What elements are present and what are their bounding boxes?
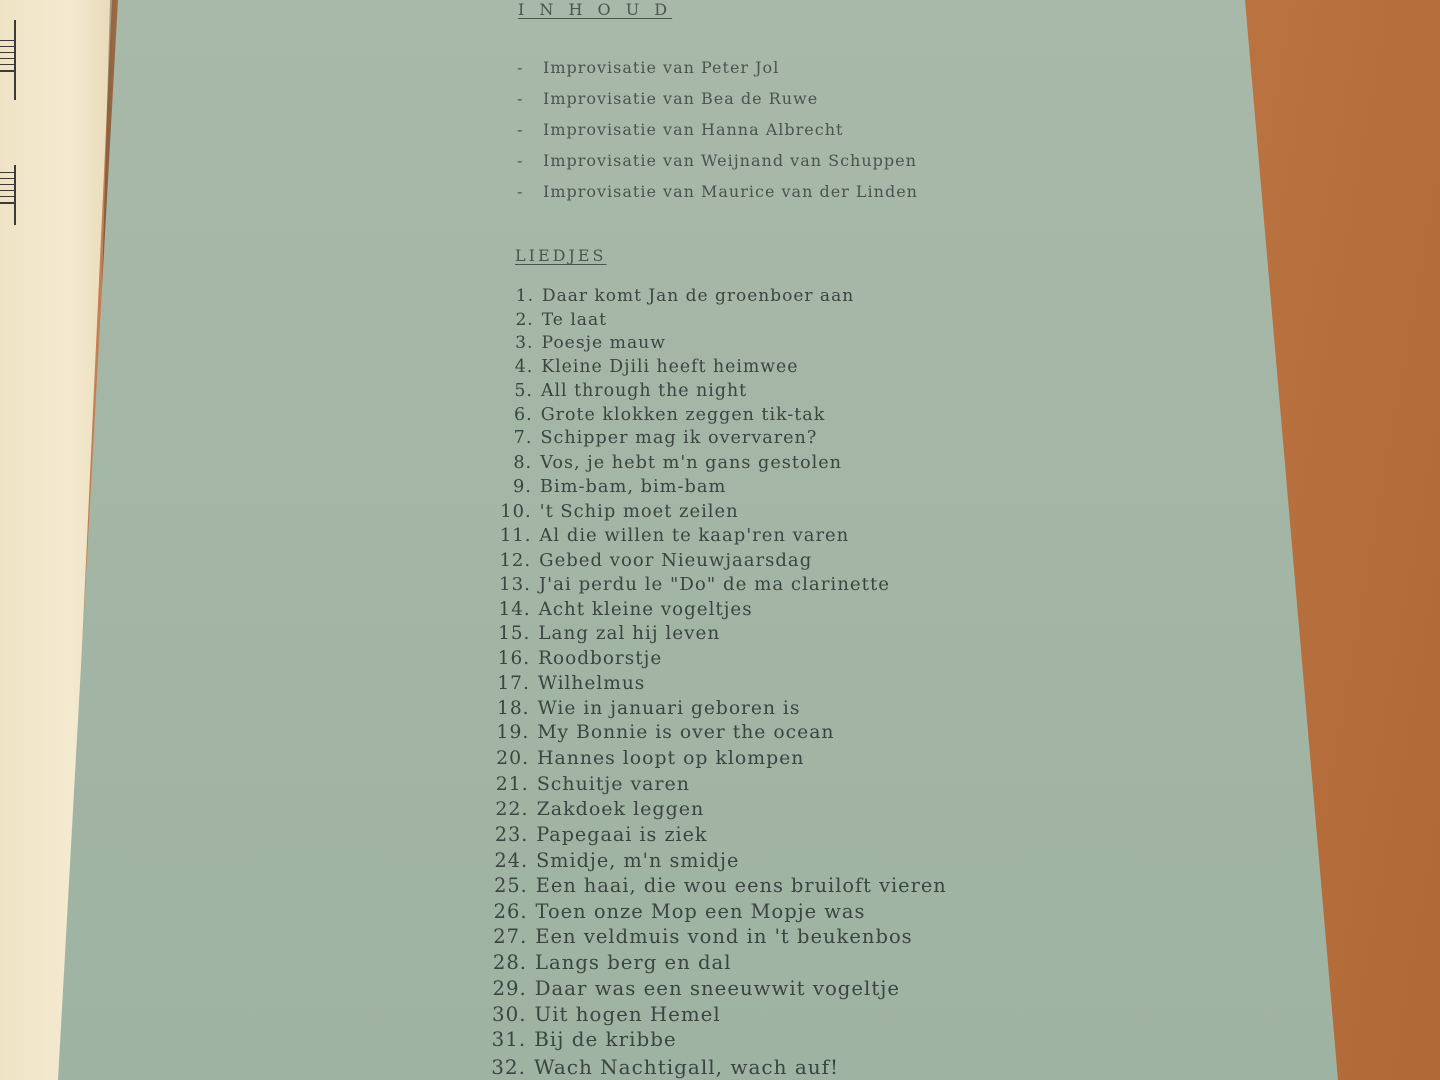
song-item [491, 574, 890, 595]
song-number: 32. [491, 1054, 526, 1079]
song-number: 10. [500, 500, 532, 522]
song-number: 25. [494, 873, 528, 897]
song-item [493, 333, 666, 353]
song-number: 27. [493, 925, 528, 949]
song-item [493, 357, 798, 377]
song-number: 21. [495, 772, 529, 795]
song-item [486, 1055, 839, 1079]
inhoud-heading: I N H O U D [518, 0, 673, 19]
song-title: Bim-bam, bim-bam [539, 476, 727, 497]
song-item [490, 698, 801, 719]
song-number: 29. [492, 976, 527, 1000]
song-title: Schuitje varen [536, 772, 690, 795]
song-title: Daar komt Jan de groenboer aan [542, 286, 855, 306]
song-title: Uit hogen Hemel [534, 1002, 721, 1026]
song-number: 13. [499, 573, 531, 595]
song-title: Een veldmuis vond in 't beukenbos [535, 925, 913, 949]
improvisation-item [517, 89, 918, 120]
song-number: 31. [491, 1028, 527, 1052]
song-title: Papegaai is ziek [536, 823, 708, 847]
song-number: 6. [514, 404, 533, 425]
improvisation-title: Improvisatie van Weijnand van Schuppen [543, 151, 917, 170]
song-title: My Bonnie is over the ocean [537, 722, 835, 744]
list-dash: - [517, 182, 524, 201]
song-number: 8. [513, 452, 533, 473]
song-item [492, 477, 726, 497]
list-dash: - [517, 120, 524, 139]
song-title: Roodborstje [538, 647, 663, 669]
song-item [490, 623, 720, 644]
song-item [489, 748, 804, 769]
song-item [487, 1003, 721, 1026]
song-title: Wie in januari geboren is [537, 697, 801, 719]
song-title: Te laat [541, 309, 608, 330]
list-dash: - [517, 58, 524, 77]
improvisation-title: Improvisatie van Bea de Ruwe [543, 89, 819, 108]
song-item [492, 428, 817, 448]
improvisation-item [517, 151, 918, 182]
song-number: 12. [499, 549, 532, 571]
song-item [487, 977, 900, 1000]
song-number: 7. [513, 428, 533, 449]
song-item [493, 405, 826, 425]
song-title: Al die willen te kaap'ren varen [539, 525, 850, 547]
song-item [490, 648, 662, 669]
song-number: 16. [497, 647, 531, 669]
song-title: Wach Nachtigall, wach auf! [534, 1054, 840, 1079]
song-title: Wilhelmus [537, 672, 646, 694]
song-item [489, 773, 690, 795]
song-title: All through the night [540, 380, 748, 401]
song-item [487, 925, 912, 948]
improvisation-item [517, 182, 918, 213]
song-title: 't Schip moet zeilen [539, 500, 739, 522]
song-number: 24. [494, 848, 529, 872]
song-title: Daar was een sneeuwwit vogeltje [534, 976, 901, 1000]
song-item [492, 501, 739, 522]
song-item [489, 798, 705, 820]
song-title: Zakdoek leggen [536, 797, 705, 820]
song-number: 2. [515, 309, 534, 330]
liedjes-heading: LIEDJES [515, 246, 607, 265]
song-title: Gebed voor Nieuwjaarsdag [539, 549, 813, 571]
improvisation-title: Improvisatie van Peter Jol [543, 58, 780, 77]
song-item [491, 550, 812, 571]
song-number: 28. [492, 950, 528, 974]
song-item [491, 599, 753, 620]
song-item [494, 286, 854, 306]
song-title: Poesje mauw [541, 333, 666, 354]
song-number: 30. [492, 1002, 527, 1026]
improvisation-item [517, 120, 918, 151]
song-title: Hannes loopt op klompen [537, 747, 805, 769]
song-title: J'ai perdu le "Do" de ma clarinette [538, 573, 890, 595]
song-item [488, 823, 707, 846]
song-title: Lang zal hij leven [538, 623, 721, 645]
song-title: Kleine Djili heeft heimwee [541, 356, 799, 377]
improvisation-title: Improvisatie van Hanna Albrecht [543, 120, 844, 139]
song-number: 5. [514, 380, 533, 401]
song-item [486, 1028, 676, 1051]
song-item [491, 525, 849, 546]
improvisation-list [517, 58, 918, 213]
song-item [490, 673, 645, 694]
song-title: Vos, je hebt m'n gans gestolen [540, 452, 843, 473]
song-title: Een haai, die wou eens bruiloft vieren [535, 873, 947, 897]
song-number: 22. [495, 797, 529, 820]
song-title: Schipper mag ik overvaren? [540, 428, 818, 449]
song-title: Smidje, m'n smidje [536, 848, 740, 872]
list-dash: - [517, 89, 524, 108]
list-dash: - [517, 151, 524, 170]
song-item [494, 310, 607, 330]
song-number: 26. [493, 899, 528, 923]
song-title: Grote klokken zeggen tik-tak [540, 404, 826, 425]
song-item [489, 722, 834, 743]
improvisation-title: Improvisatie van Maurice van der Linden [543, 182, 918, 201]
song-number: 23. [494, 823, 529, 847]
song-title: Bij de kribbe [534, 1028, 677, 1052]
song-item [488, 900, 866, 923]
song-number: 19. [496, 722, 530, 744]
song-number: 11. [499, 525, 532, 547]
song-number: 1. [515, 286, 534, 306]
song-item [492, 453, 842, 473]
song-number: 15. [498, 623, 531, 645]
song-title: Toen onze Mop een Mopje was [535, 899, 866, 923]
song-item [487, 951, 732, 974]
song-number: 17. [497, 672, 530, 694]
song-number: 18. [496, 697, 530, 719]
improvisation-item [517, 58, 918, 89]
song-number: 20. [496, 747, 530, 769]
song-item [488, 849, 739, 872]
song-number: 14. [498, 598, 531, 620]
song-number: 3. [515, 333, 534, 354]
song-title: Acht kleine vogeltjes [538, 598, 753, 620]
song-number: 4. [514, 356, 534, 377]
song-title: Langs berg en dal [535, 950, 732, 974]
song-item [488, 874, 947, 897]
song-number: 9. [512, 476, 532, 497]
song-item [493, 381, 747, 401]
